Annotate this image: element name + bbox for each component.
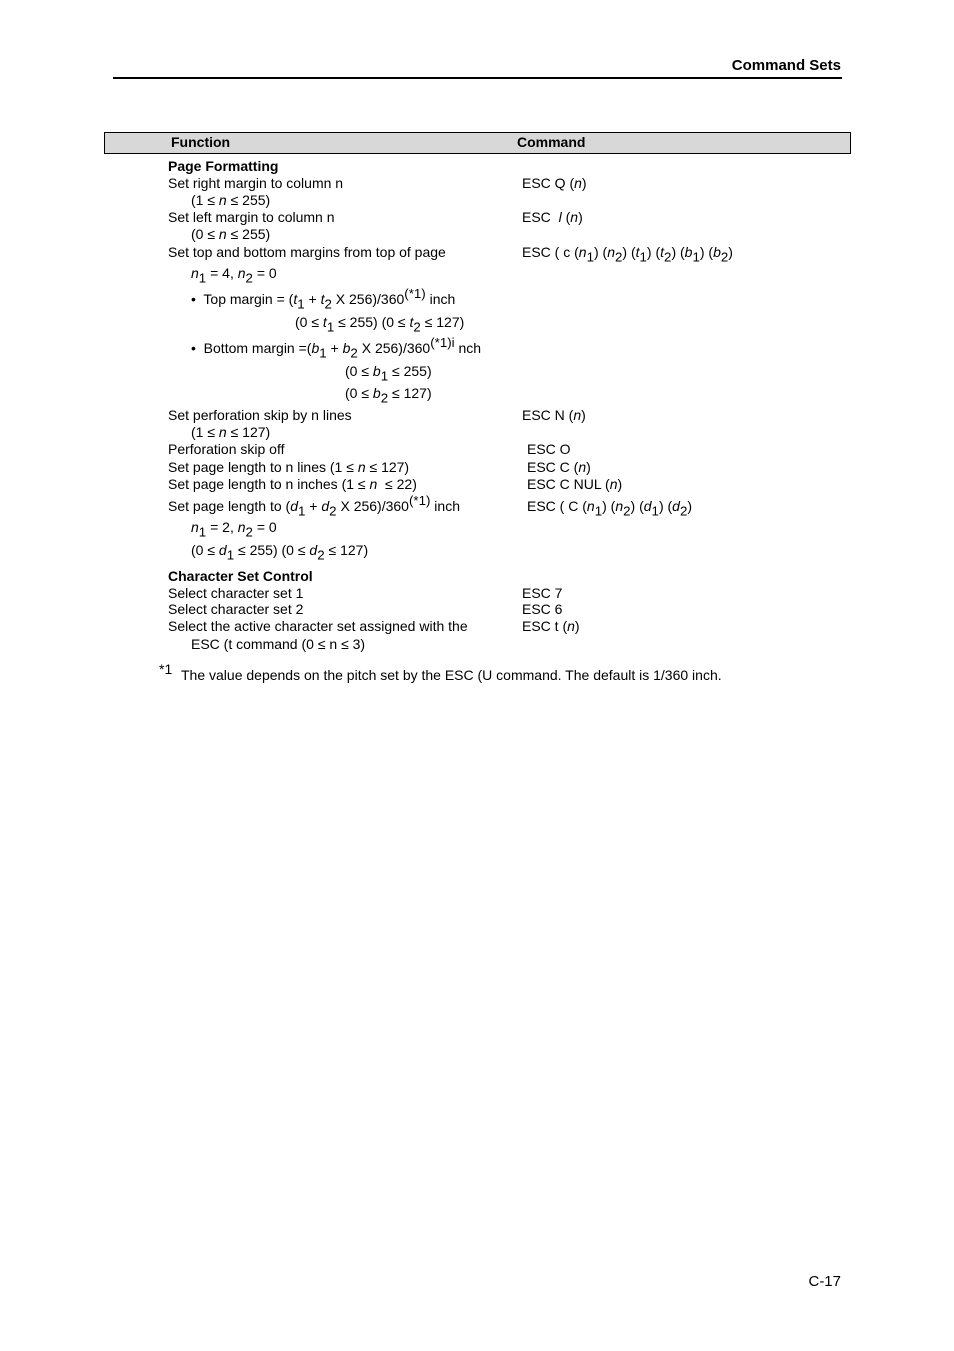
perforation-skip-range: (1 ≤ n ≤ 127) [191, 424, 271, 440]
right-margin-label: Set right margin to column n [168, 175, 344, 191]
header-rule [113, 77, 842, 79]
perforation-off-label: Perforation skip off [168, 441, 285, 457]
bottom-margin-range-b1: $(0 \le b_1 \le 255)$ [345, 363, 432, 384]
top-margin-formula: • Top margin = ($t_1 + t_2$ X $256)/360^{(*1)}$ inch [191, 286, 456, 312]
active-character-set-label: Select the active character set assigned with the [168, 618, 468, 634]
character-set-2-command: ESC 6 [522, 601, 563, 617]
function-column-header: Function [171, 134, 231, 150]
page-length-units-params: $n_1 = 2$, $n_2 = 0$ [191, 519, 277, 540]
character-set-1-command: ESC 7 [522, 585, 563, 601]
bottom-margin-range-b2: $(0 \le b_2 \le 127)$ [345, 385, 432, 406]
table-header-row [104, 132, 851, 154]
page-length-inches-label: Set page length to n inches (1 ≤ n ≤ 22) [168, 476, 417, 492]
page-length-lines-label: Set page length to n lines (1 ≤ n ≤ 127) [168, 459, 410, 475]
active-character-set-command: ESC t (n) [522, 618, 580, 634]
perforation-skip-label: Set perforation skip by n lines [168, 407, 352, 423]
perforation-off-command: ESC O [527, 441, 571, 457]
command-column-header: Command [517, 134, 586, 150]
bottom-margin-formula: • Bottom margin $=(b_1 + b_2$ X $256)/360^{(*1)i}$ nch [191, 335, 482, 361]
right-margin-range: (1 ≤ n ≤ 255) [191, 192, 271, 208]
page-length-units-command: ESC ( C $(n_1)$ $(n_2)$ $(d_1)$ $(d_2)$ [527, 498, 693, 519]
top-bottom-margins-command: ESC ( c $(n_1)$ $(n_2)$ $(t_1)$ $(t_2)$ $(b_1)$ $(b_2)$ [522, 244, 733, 265]
character-set-1-label: Select character set 1 [168, 585, 304, 601]
page-length-lines-command: ESC C (n) [527, 459, 591, 475]
left-margin-label: Set left margin to column n [168, 209, 335, 225]
page-number: C-17 [808, 1273, 841, 1290]
active-character-set-label-continued: ESC (t command (0 ≤ n ≤ 3) [191, 636, 366, 652]
top-bottom-params: $n_1 = 4$, $n_2 = 0$ [191, 265, 277, 286]
page-length-units-range: $(0 \le d_1 \le 255)$ $(0 \le d_2 \le 127)$ [191, 542, 369, 563]
perforation-skip-command: ESC N (n) [522, 407, 586, 423]
character-set-2-label: Select character set 2 [168, 601, 304, 617]
footnote-text: The value depends on the pitch set by the ESC (U command. The default is 1/360 inch. [181, 667, 722, 683]
top-bottom-margins-label: Set top and bottom margins from top of page [168, 244, 446, 260]
section-heading-page-formatting: Page Formatting [168, 158, 279, 174]
top-margin-range: $(0 \le t_1 \le 255)$ $(0 \le t_2 \le 127)$ [295, 314, 465, 335]
left-margin-command: ESC l (n) [522, 209, 583, 225]
footnote-mark: *1 [159, 661, 173, 677]
right-margin-command: ESC Q (n) [522, 175, 587, 191]
running-header-title: Command Sets [731, 57, 841, 74]
section-heading-character-set-control: Character Set Control [168, 568, 313, 584]
left-margin-range: (0 ≤ n ≤ 255) [191, 226, 271, 242]
page-length-inches-command: ESC C NUL (n) [527, 476, 623, 492]
page-length-units-label: Set page length to ($d_1 + d_2$ X $256)/360^{(*1)}$ inch [168, 493, 460, 519]
